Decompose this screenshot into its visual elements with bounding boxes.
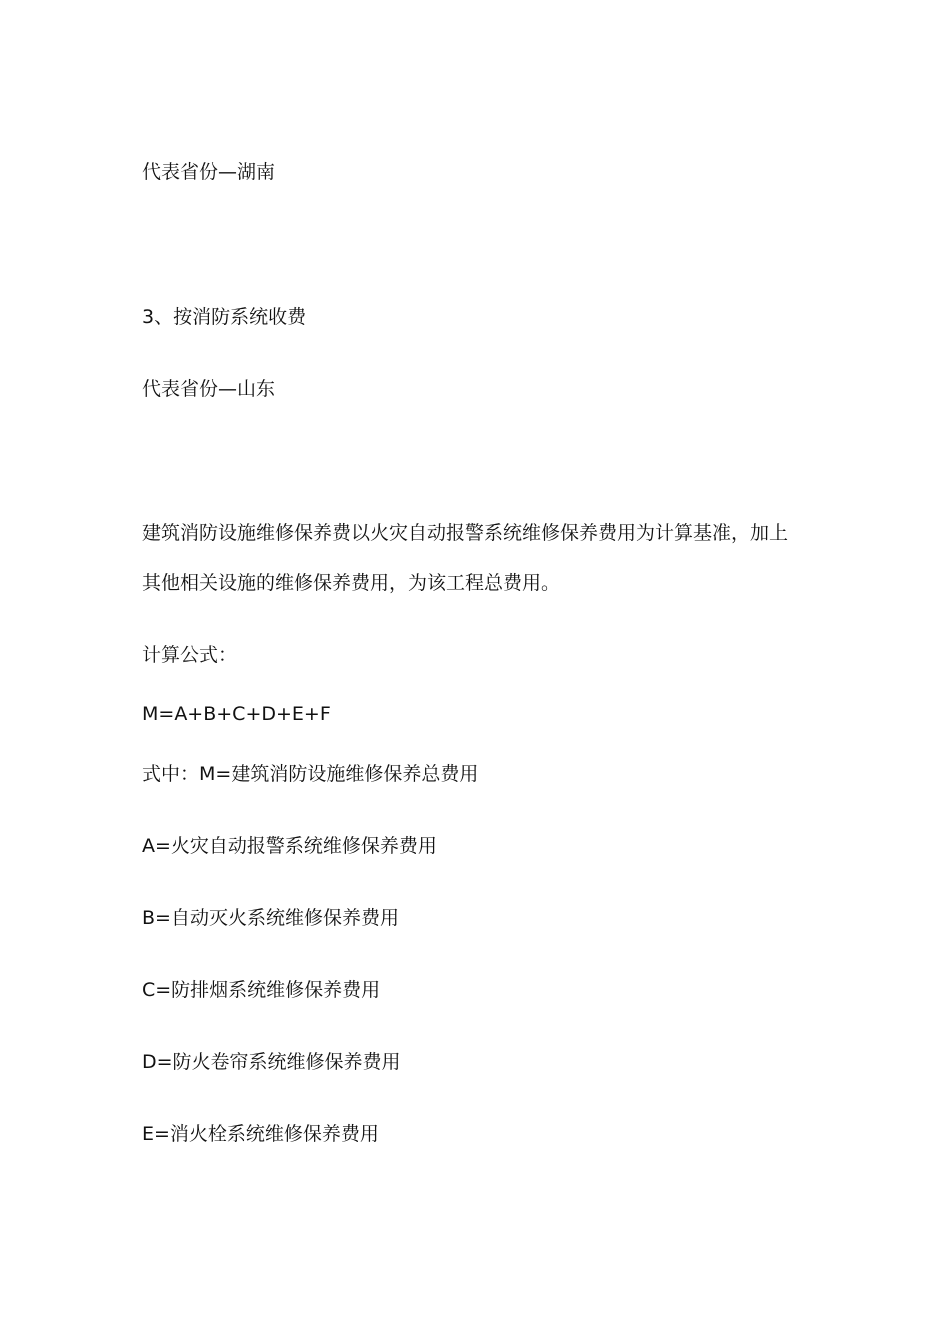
paragraph-line-1: 建筑消防设施维修保养费以火灾自动报警系统维修保养费用为计算基准，加上 [142, 522, 789, 544]
definition-c: C=防排烟系统维修保养费用 [142, 979, 381, 1001]
definition-d: D=防火卷帘系统维修保养费用 [142, 1051, 401, 1073]
definition-b: B=自动灭火系统维修保养费用 [142, 907, 399, 929]
province-hunan: 代表省份—湖南 [142, 161, 276, 183]
section-heading-3: 3、按消防系统收费 [142, 306, 307, 328]
definition-e: E=消火栓系统维修保养费用 [142, 1123, 379, 1145]
province-shandong: 代表省份—山东 [142, 378, 276, 400]
definition-a: A=火灾自动报警系统维修保养费用 [142, 835, 437, 857]
definition-m: 式中：M=建筑消防设施维修保养总费用 [142, 763, 479, 785]
paragraph-line-2: 其他相关设施的维修保养费用，为该工程总费用。 [142, 572, 561, 594]
formula: M=A+B+C+D+E+F [142, 703, 331, 725]
formula-label: 计算公式： [142, 644, 238, 666]
